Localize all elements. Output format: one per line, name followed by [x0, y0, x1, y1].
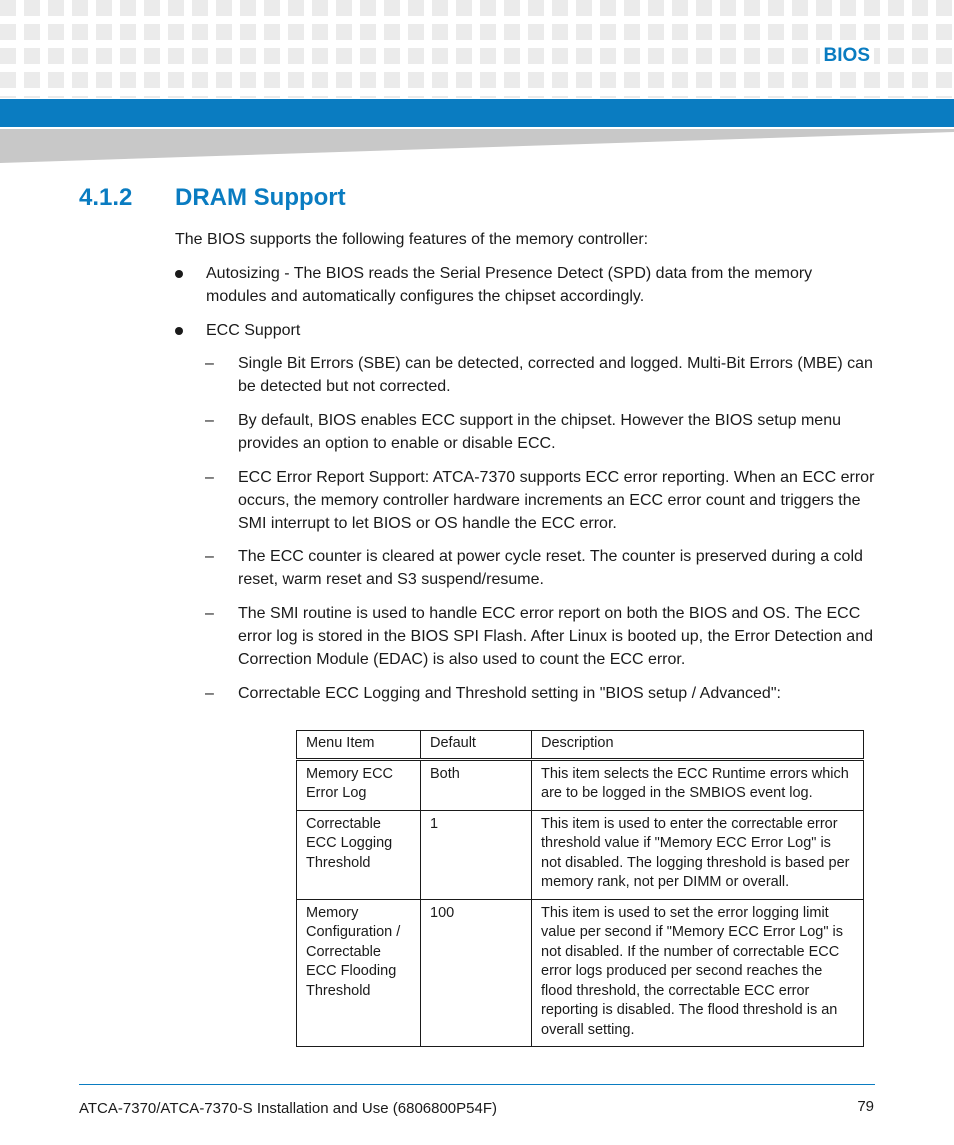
- section-title: DRAM Support: [175, 184, 346, 211]
- bullet-dot: [175, 270, 183, 278]
- table-row: [297, 810, 864, 899]
- dash-mark: –: [205, 605, 214, 622]
- cell-description: This item selects the ECC Runtime errors which are to be logged in the SMBIOS event log.: [532, 759, 864, 810]
- dash-mark: –: [205, 412, 214, 429]
- chapter-title: BIOS: [820, 43, 874, 69]
- column-header-description: Description: [532, 731, 864, 760]
- cell-menu-item: Memory Configuration / Correctable ECC Flooding Threshold: [297, 899, 421, 1047]
- header-swoosh: [0, 129, 954, 163]
- ecc-settings-table: [296, 730, 864, 1047]
- footer-divider: [79, 1084, 875, 1085]
- dash-mark: –: [205, 548, 214, 565]
- cell-description: This item is used to set the error logging limit value per second if "Memory ECC Error Log" is not disabled. If the number of correctable ECC error logs produced per second reaches the flood threshold, the correctable ECC error reporting is disabled. The flood threshold is an overall setting.: [532, 899, 864, 1047]
- page-number: 79: [857, 1098, 874, 1115]
- table-row: [297, 899, 864, 1047]
- cell-default: Both: [421, 759, 532, 810]
- cell-description: This item is used to enter the correctable error threshold value if "Memory ECC Error Log" is not disabled. The logging threshold is based per memory rank, not per DIMM or overall.: [532, 810, 864, 899]
- sub-item-text: By default, BIOS enables ECC support in the chipset. However the BIOS setup menu provides an option to enable or disable ECC.: [238, 412, 841, 452]
- header-pattern: [0, 0, 954, 98]
- sub-item-text: ECC Error Report Support: ATCA-7370 supports ECC error reporting. When an ECC error occurs, the memory controller hardware increments an ECC error count and triggers the SMI interrupt to let BIOS or OS handle the ECC error.: [238, 469, 875, 532]
- table-row: [297, 759, 864, 810]
- bullet-text: Autosizing - The BIOS reads the Serial Presence Detect (SPD) data from the memory modules and automatically configures the chipset accordingly.: [206, 265, 813, 305]
- cell-default: 100: [421, 899, 532, 1047]
- table-header-row: [297, 731, 864, 760]
- dash-mark: –: [205, 355, 214, 372]
- column-header-menu-item: Menu Item: [297, 731, 421, 760]
- intro-paragraph: The BIOS supports the following features of the memory controller:: [175, 231, 649, 248]
- column-header-default: Default: [421, 731, 532, 760]
- section-number: 4.1.2: [79, 184, 133, 211]
- sub-item-text: The ECC counter is cleared at power cycle reset. The counter is preserved during a cold reset, warm reset and S3 suspend/resume.: [238, 548, 863, 588]
- dash-mark: –: [205, 685, 214, 702]
- header-band: [0, 99, 954, 127]
- dash-mark: –: [205, 469, 214, 486]
- sub-item-text: Correctable ECC Logging and Threshold setting in "BIOS setup / Advanced":: [238, 685, 781, 702]
- cell-menu-item: Correctable ECC Logging Threshold: [297, 810, 421, 899]
- footer-doc-title: ATCA-7370/ATCA-7370-S Installation and Use (6806800P54F): [79, 1100, 498, 1117]
- bullet-dot: [175, 327, 183, 335]
- section-heading: [79, 182, 346, 214]
- sub-item-text: Single Bit Errors (SBE) can be detected, corrected and logged. Multi-Bit Errors (MBE) can be detected but not corrected.: [238, 355, 873, 395]
- sub-item-text: The SMI routine is used to handle ECC error report on both the BIOS and OS. The ECC error log is stored in the BIOS SPI Flash. After Linux is booted up, the Error Detection and Correction Module (EDAC) is also used to count the ECC error.: [238, 605, 873, 668]
- bullet-text: ECC Support: [206, 322, 301, 339]
- cell-menu-item: Memory ECC Error Log: [297, 759, 421, 810]
- cell-default: 1: [421, 810, 532, 899]
